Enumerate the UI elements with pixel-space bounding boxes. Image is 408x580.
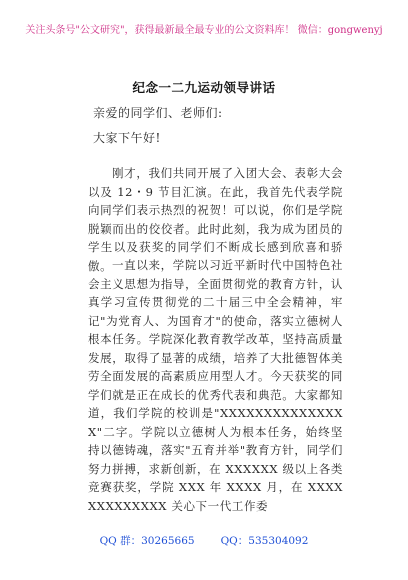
salutation: 亲爱的同学们、老师们: xyxy=(93,106,223,120)
body-paragraph: 刚才，我们共同开展了入团大会、表彰大会以及 12・9 节目汇演。在此，我首先代表学院向同学们表示热烈的祝贺！可以说，你们是学院脱颖而出的佼佼者。此时此刻，我为成为团员的学生以及获奖的同学们不断成长感到欣喜和骄傲。 xyxy=(88,166,343,273)
greeting: 大家下午好! xyxy=(93,131,161,145)
document-title: 纪念一二九运动领导讲话 xyxy=(132,80,276,95)
footer-qq: QQ：535304092 xyxy=(220,535,309,547)
footer-qq-group: QQ 群：30265665 xyxy=(99,535,195,547)
header-notice: 关注头条号"公文研究"，获得最新最全最专业的公文资料库！ 微信：gongwenyj xyxy=(25,25,383,36)
footer-contact xyxy=(0,533,408,548)
body-paragraph: 一直以来，学院以习近平新时代中国特色社会主义思想为指导，全面贯彻党的教育方针，认真学习宣传贯彻党的二十届三中全会精神，牢记"为党育人、为国育才"的使命，落实立德树人根本任务。学院深化教育教学改革，坚持高质量发展，取得了显著的成绩，培养了大批德智体美劳全面发展的高素质应用型人才。今天获奖的同学们就是正在成长的优秀代表和典范。大家都知道，我们学院的校训是"XXXXXXXXXXXXXXX"二字。学院以立德树人为根本任务，始终坚持以德铸魂，落实"五育并举"教育方针，同学们努力拼搏，求新创新，在 XXXXXX 级以上各类竞赛获奖，学院 XXX 年 XXXX 月，在 XXXXXXXXXXXXX 关心下一代工作委 xyxy=(88,258,343,513)
